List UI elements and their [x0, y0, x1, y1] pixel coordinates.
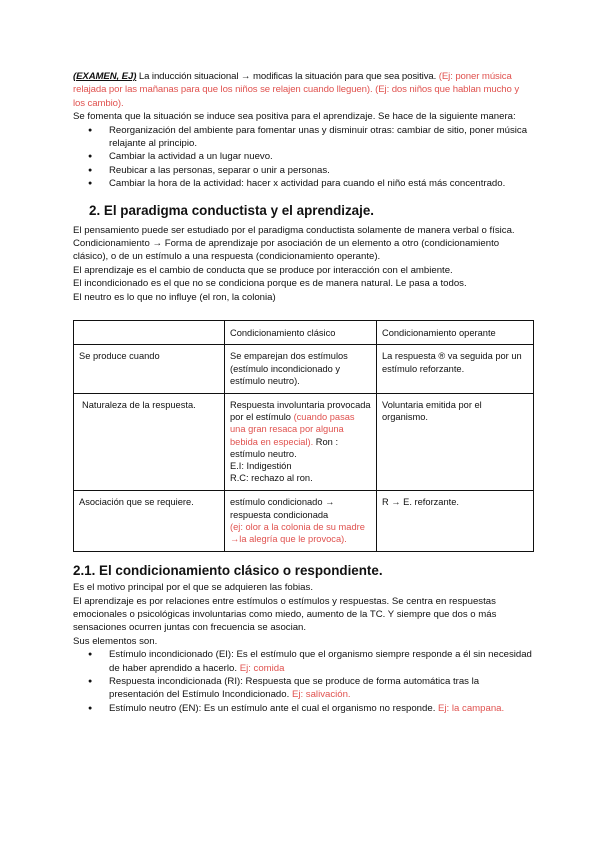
table-header-row	[74, 321, 534, 345]
elements-list	[73, 648, 533, 715]
section-2-p2: Condicionamiento → Forma de aprendizaje por asociación de un elemento a otro (condicionamiento clásico), o de un estímulo a una respuesta (condicionamiento operante).	[73, 238, 500, 263]
intro-paragraph	[73, 70, 533, 110]
cell-text: E.I: Indigestión	[230, 460, 292, 471]
intro-example-2: (Ej: dos niños que hablan mucho y los cambio).	[73, 84, 520, 109]
list-item: ● Reorganización del ambiente para fomentar unas y disminuir otras: cambiar de sitio, poner música relajante al principio.	[73, 124, 533, 151]
item-example: Ej: salivación.	[291, 689, 351, 701]
cell-text: Respuesta involuntaria provocada por el estímulo	[230, 399, 371, 423]
table-header-cell: Condicionamiento clásico	[225, 321, 377, 345]
list-item	[73, 648, 533, 675]
intro-example-1: (Ej: poner música relajada por las mañanas para que los niños se relajen cuando lleguen).	[73, 71, 512, 96]
section-2-p3: El aprendizaje es el cambio de conducta que se produce por interacción con el ambiente.	[73, 264, 453, 276]
table-cell: La respuesta ® va seguida por un estímulo reforzante.	[377, 345, 534, 394]
intro-lead: La inducción situacional → modificas la situación para que sea positiva.	[136, 71, 439, 82]
section-2-p5: El neutro es lo que no influye (el ron, la colonia)	[73, 291, 276, 303]
table-row	[74, 345, 534, 394]
list-item: ● Reubicar a las personas, separar o unir a personas.	[73, 164, 533, 177]
table-row-label-text: Naturaleza de la respuesta.	[82, 399, 196, 410]
exam-tag: (EXAMEN, EJ)	[73, 71, 137, 82]
item-text: Respuesta incondicionada (RI): Respuesta que se produce de forma automática tras la presentación del Estímulo Incondicionado.	[109, 675, 480, 701]
table-header-cell	[74, 321, 225, 345]
item-example: Ej: comida	[239, 662, 285, 674]
cell-text: Ron : estímulo neutro.	[230, 436, 339, 459]
document-page	[73, 70, 533, 715]
section-2-p1: El pensamiento puede ser estudiado por el paradigma conductista solamente de manera verbal o física.	[73, 224, 515, 236]
section-2-1-p1: Es el motivo principal por el que se adquieren las fobias.	[73, 582, 313, 594]
list-item: ● Cambiar la actividad a un lugar nuevo.	[73, 150, 533, 163]
section-2-1-heading: 2.1. El condicionamiento clásico o respondiente.	[73, 563, 383, 579]
table-row-label: Se produce cuando	[74, 345, 225, 394]
cell-text: R.C: rechazo al ron.	[230, 473, 313, 484]
cell-text: estímulo condicionado → respuesta condicionada	[230, 497, 335, 520]
intro-bullet-list	[73, 124, 533, 191]
table-row	[74, 491, 534, 552]
section-2-p4: El incondicionado es el que no se condiciona porque es de manera natural. Le pasa a todos.	[73, 278, 467, 290]
cell-example: (cuando pasas una gran resaca por alguna bebida en especial).	[230, 412, 355, 447]
item-text: Estímulo incondicionado (EI): Es el estímulo que el organismo siempre responde a él sin necesidad de haber aprendido a hacerlo.	[109, 649, 532, 674]
section-2-1-p3: Sus elementos son.	[73, 635, 158, 647]
intro-line-2: Se fomenta que la situación se induce sea positiva para el aprendizaje. Se hace de la siguiente manera:	[73, 111, 516, 123]
list-item: ● Cambiar la hora de la actividad: hacer x actividad para cuando el niño está más concentrado.	[73, 177, 533, 190]
cell-example: (ej: olor a la colonia de su madre →la alegría que le provoca).	[230, 521, 365, 544]
table-row	[74, 393, 534, 490]
table-cell	[225, 491, 377, 552]
list-item	[73, 702, 533, 715]
table-cell: Se emparejan dos estímulos (estímulo incondicionado y estímulo neutro).	[225, 345, 377, 394]
table-cell	[225, 393, 377, 490]
table-cell: Voluntaria emitida por el organismo.	[377, 393, 534, 490]
table-row-label: Asociación que se requiere.	[74, 491, 225, 552]
list-item	[73, 675, 533, 702]
table-row-label	[74, 393, 225, 490]
comparison-table	[73, 320, 534, 552]
item-example: Ej: la campana.	[438, 702, 505, 714]
section-2-1-p2: El aprendizaje es por relaciones entre estímulos o estímulos y respuestas. Se centra en respuestas emocionales o psicológicas involuntarias como miedo, aumento de la TC. Y siempre que dos o más sensaciones ocurren juntas con frecuencia se asocian.	[73, 595, 497, 634]
table-cell: R → E. reforzante.	[377, 491, 534, 552]
section-2-heading: 2. El paradigma conductista y el aprendizaje.	[89, 202, 375, 218]
table-header-cell: Condicionamiento operante	[377, 321, 534, 345]
item-text: Estímulo neutro (EN): Es un estímulo ante el cual el organismo no responde.	[109, 702, 439, 714]
